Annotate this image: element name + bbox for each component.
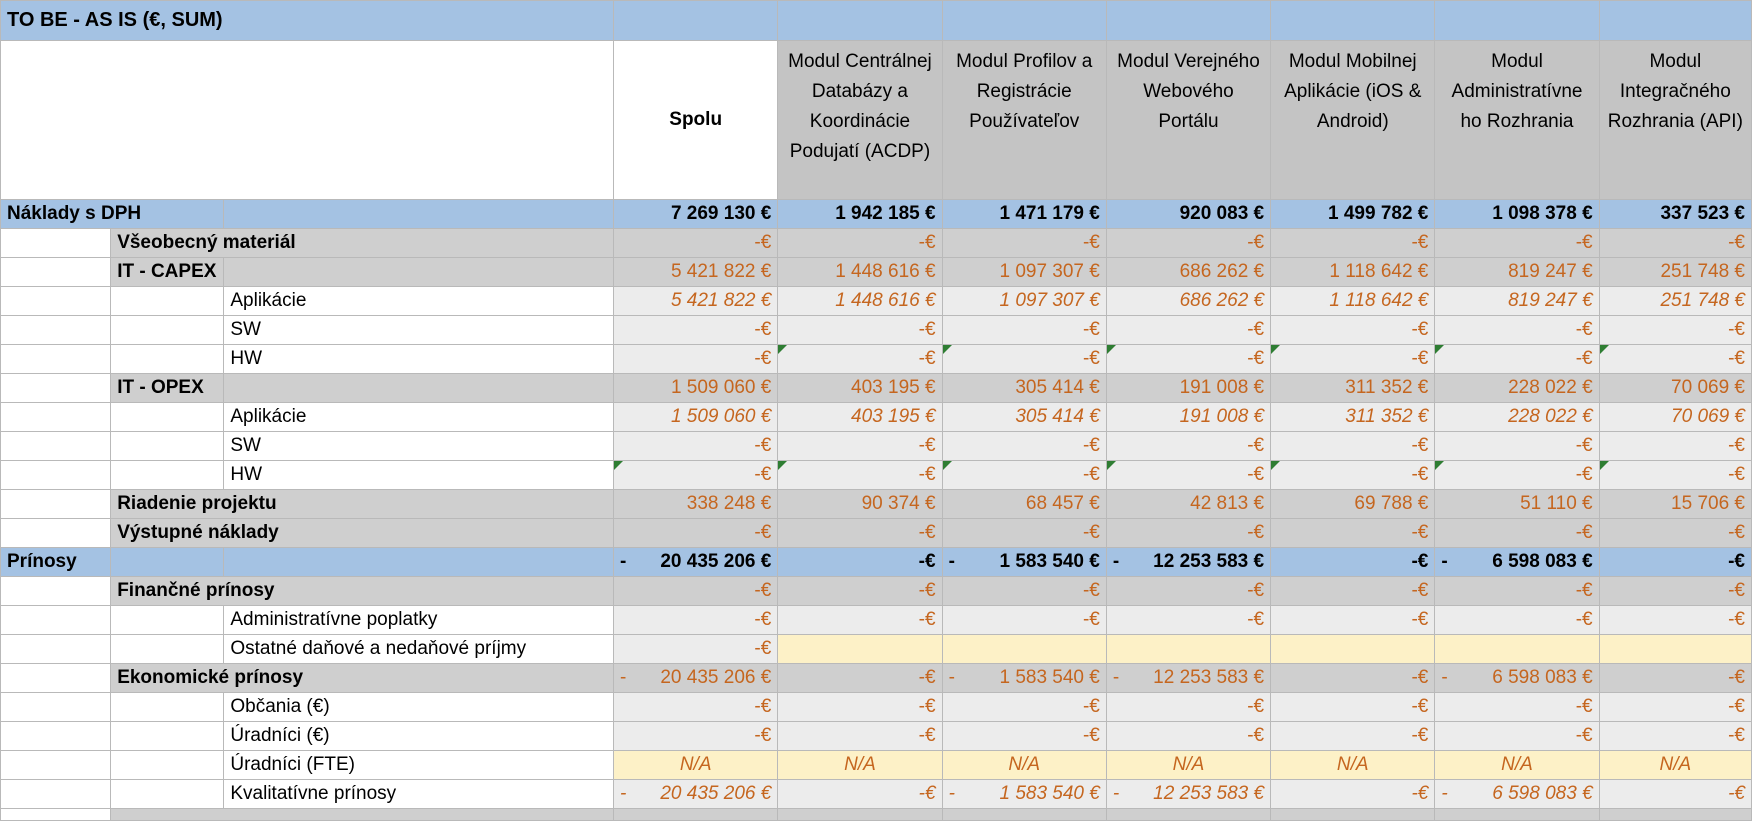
cell-value[interactable]: -€ <box>1271 577 1435 606</box>
cell-value[interactable]: -€ <box>778 345 942 374</box>
cell-value[interactable]: 68 457 € <box>942 490 1106 519</box>
cell-value[interactable] <box>942 635 1106 664</box>
row-label[interactable]: Prínosy <box>1 548 111 577</box>
cell-value[interactable]: -€ <box>942 229 1106 258</box>
cell-value[interactable]: 1 509 060 € <box>614 374 778 403</box>
row-ostatne <box>1 635 1752 664</box>
cell-value[interactable]: -€ <box>778 432 942 461</box>
header-module-2[interactable]: Modul Profilov a Registrácie Používateľov <box>942 41 1106 200</box>
cell-value[interactable]: -€ <box>1271 606 1435 635</box>
cell-value[interactable]: N/A <box>942 751 1106 780</box>
cell-value[interactable]: -€ <box>1106 229 1270 258</box>
cell-value[interactable]: -€ <box>942 519 1106 548</box>
cell-value[interactable]: -€ <box>778 606 942 635</box>
row-opex-sw <box>1 432 1752 461</box>
header-module-6[interactable]: Modul Integračného Rozhrania (API) <box>1599 41 1751 200</box>
row-label[interactable]: Riadenie projektu <box>111 490 614 519</box>
cell-value[interactable]: -€ <box>614 722 778 751</box>
cell-value[interactable]: 311 352 € <box>1271 374 1435 403</box>
cell-value[interactable]: -€ <box>778 664 942 693</box>
row-label[interactable]: Aplikácie <box>224 287 614 316</box>
sheet-title[interactable]: TO BE - AS IS (€, SUM) <box>1 1 614 41</box>
cell-value[interactable]: - 20 435 206 € <box>614 548 778 577</box>
cell-value[interactable]: -€ <box>1599 606 1751 635</box>
cell-value[interactable]: N/A <box>1106 751 1270 780</box>
cell-value[interactable]: -€ <box>1271 229 1435 258</box>
cell-value[interactable]: 1 118 642 € <box>1271 287 1435 316</box>
cell-value[interactable]: -€ <box>1599 461 1751 490</box>
row-label[interactable]: Ekonomické prínosy <box>111 664 614 693</box>
cell-value[interactable]: 403 195 € <box>778 403 942 432</box>
negative-sign: - <box>948 783 955 804</box>
cell-value[interactable] <box>1271 635 1435 664</box>
row-riadenie <box>1 490 1752 519</box>
cell-value[interactable]: -€ <box>1599 722 1751 751</box>
header-module-5[interactable]: Modul Administratívne ho Rozhrania <box>1435 41 1599 200</box>
row-uradnici-eur <box>1 722 1752 751</box>
cell-value[interactable]: -€ <box>1435 606 1599 635</box>
cell-value[interactable]: 1 097 307 € <box>942 258 1106 287</box>
cell-value[interactable]: -€ <box>1435 461 1599 490</box>
negative-sign: - <box>620 551 627 572</box>
cell-value[interactable]: -€ <box>1599 664 1751 693</box>
cell-value[interactable]: - 6 598 083 € <box>1435 548 1599 577</box>
row-label[interactable]: IT - CAPEX <box>111 258 224 287</box>
cell-value[interactable]: 1 098 378 € <box>1435 200 1599 229</box>
cell-value[interactable]: -€ <box>1271 345 1435 374</box>
cell-value[interactable]: -€ <box>1599 316 1751 345</box>
cell-value[interactable]: -€ <box>778 316 942 345</box>
cell-value[interactable]: -€ <box>778 229 942 258</box>
cell-value[interactable]: 51 110 € <box>1435 490 1599 519</box>
row-prinosy <box>1 548 1752 577</box>
cell-value[interactable]: 251 748 € <box>1599 287 1751 316</box>
cell-value[interactable] <box>1435 635 1599 664</box>
cell-value[interactable]: - 12 253 583 € <box>1106 664 1270 693</box>
cell-value[interactable] <box>1106 635 1270 664</box>
cell-value[interactable]: 819 247 € <box>1435 287 1599 316</box>
cell-value[interactable]: -€ <box>614 693 778 722</box>
cell-value[interactable]: 1 942 185 € <box>778 200 942 229</box>
cell-value[interactable]: -€ <box>1271 693 1435 722</box>
header-module-3[interactable]: Modul Verejného Webového Portálu <box>1106 41 1270 200</box>
row-naklady <box>1 200 1752 229</box>
cell-value[interactable]: -€ <box>1599 519 1751 548</box>
negative-sign: - <box>1112 783 1120 804</box>
header-module-1[interactable]: Modul Centrálnej Databázy a Koordinácie Podujatí (ACDP) <box>778 41 942 200</box>
cell-value[interactable]: -€ <box>778 722 942 751</box>
row-label[interactable]: Náklady s DPH <box>1 200 224 229</box>
cell-value[interactable]: N/A <box>1271 751 1435 780</box>
row-capex-hw <box>1 345 1752 374</box>
cell-value[interactable]: -€ <box>1106 316 1270 345</box>
cell-value[interactable]: - 1 583 540 € <box>942 780 1106 809</box>
cell-value[interactable]: 1 448 616 € <box>778 287 942 316</box>
cell-value[interactable]: -€ <box>1599 693 1751 722</box>
cell-value[interactable]: -€ <box>614 461 778 490</box>
cell-value[interactable]: 1 097 307 € <box>942 287 1106 316</box>
cell-value[interactable]: -€ <box>1106 693 1270 722</box>
cell-value[interactable]: 191 008 € <box>1106 403 1270 432</box>
cell-value[interactable]: -€ <box>942 722 1106 751</box>
cell-value[interactable]: 70 069 € <box>1599 403 1751 432</box>
negative-sign: - <box>620 667 627 688</box>
cell-value[interactable]: -€ <box>614 316 778 345</box>
cell-value[interactable]: -€ <box>614 432 778 461</box>
row-label[interactable]: Aplikácie <box>224 403 614 432</box>
cell-value[interactable]: - 20 435 206 € <box>614 780 778 809</box>
row-admin-poplatky <box>1 606 1752 635</box>
row-label[interactable]: Občania (€) <box>224 693 614 722</box>
row-kvalitativne <box>1 780 1752 809</box>
row-label[interactable]: Ostatné daňové a nedaňové príjmy <box>224 635 614 664</box>
cell-value[interactable]: 191 008 € <box>1106 374 1270 403</box>
cell-value[interactable]: -€ <box>1599 345 1751 374</box>
cell-value[interactable]: -€ <box>614 345 778 374</box>
cell-value[interactable]: -€ <box>942 345 1106 374</box>
cell-value[interactable]: 686 262 € <box>1106 287 1270 316</box>
cell-value[interactable]: -€ <box>1271 316 1435 345</box>
cell-value[interactable] <box>1599 635 1751 664</box>
cell-value[interactable]: 305 414 € <box>942 374 1106 403</box>
cell-value[interactable]: -€ <box>614 519 778 548</box>
row-label[interactable]: SW <box>224 316 614 345</box>
cell-value[interactable]: 15 706 € <box>1599 490 1751 519</box>
cell-value[interactable]: -€ <box>1435 345 1599 374</box>
row-label[interactable]: HW <box>224 345 614 374</box>
row-label[interactable]: IT - OPEX <box>111 374 224 403</box>
cell-value[interactable]: -€ <box>614 635 778 664</box>
negative-sign: - <box>1441 551 1448 572</box>
row-label[interactable]: Administratívne poplatky <box>224 606 614 635</box>
cell-value[interactable]: 90 374 € <box>778 490 942 519</box>
cell-value[interactable]: N/A <box>614 751 778 780</box>
cell-value[interactable]: 1 118 642 € <box>1271 258 1435 287</box>
cell-value[interactable]: N/A <box>778 751 942 780</box>
cell-value[interactable]: 228 022 € <box>1435 403 1599 432</box>
row-label[interactable]: HW <box>224 461 614 490</box>
cell-value[interactable]: -€ <box>942 432 1106 461</box>
row-obcania <box>1 693 1752 722</box>
cell-value[interactable]: -€ <box>614 606 778 635</box>
row-financne <box>1 577 1752 606</box>
cell-value[interactable]: -€ <box>1271 780 1435 809</box>
cell-value[interactable]: -€ <box>1106 606 1270 635</box>
cell-value[interactable]: -€ <box>1106 722 1270 751</box>
negative-sign: - <box>948 551 955 572</box>
cell-value[interactable]: 228 022 € <box>1435 374 1599 403</box>
cell-value[interactable]: - 12 253 583 € <box>1106 780 1270 809</box>
cell-value[interactable]: 819 247 € <box>1435 258 1599 287</box>
cell-value[interactable]: 686 262 € <box>1106 258 1270 287</box>
cell-value[interactable]: -€ <box>1435 693 1599 722</box>
negative-sign: - <box>620 783 627 804</box>
row-capex-sw <box>1 316 1752 345</box>
row-vseobecny <box>1 229 1752 258</box>
row-label[interactable]: Úradníci (€) <box>224 722 614 751</box>
cell-value[interactable]: -€ <box>1271 432 1435 461</box>
cell-value[interactable] <box>778 635 942 664</box>
cell-value[interactable]: 1 471 179 € <box>942 200 1106 229</box>
row-label[interactable]: Finančné prínosy <box>111 577 614 606</box>
negative-sign: - <box>1112 667 1120 688</box>
row-capex <box>1 258 1752 287</box>
row-vystupne <box>1 519 1752 548</box>
row-opex-hw <box>1 461 1752 490</box>
cell-value[interactable]: -€ <box>1271 519 1435 548</box>
cell-value[interactable]: -€ <box>942 693 1106 722</box>
negative-sign: - <box>1441 667 1448 688</box>
header-spolu[interactable]: Spolu <box>614 41 778 200</box>
cell-value[interactable]: -€ <box>614 577 778 606</box>
row-label[interactable]: Kvalitatívne prínosy <box>224 780 614 809</box>
row-label[interactable]: SW <box>224 432 614 461</box>
column-header-row <box>1 41 1752 200</box>
cell-value[interactable]: 311 352 € <box>1271 403 1435 432</box>
row-label[interactable]: Všeobecný materiál <box>111 229 614 258</box>
row-ekonomicke <box>1 664 1752 693</box>
cell-value[interactable]: 1 509 060 € <box>614 403 778 432</box>
cell-value[interactable]: -€ <box>1271 664 1435 693</box>
cell-value[interactable]: -€ <box>1271 461 1435 490</box>
row-opex-aplikacie <box>1 403 1752 432</box>
cell-value[interactable]: -€ <box>1271 548 1435 577</box>
cell-value[interactable]: 7 269 130 € <box>614 200 778 229</box>
cell-value[interactable]: -€ <box>778 780 942 809</box>
cell-value[interactable]: -€ <box>1435 432 1599 461</box>
cell-value[interactable]: -€ <box>942 461 1106 490</box>
cell-value[interactable]: -€ <box>1106 577 1270 606</box>
cell-value[interactable]: N/A <box>1435 751 1599 780</box>
cell-value[interactable]: 5 421 822 € <box>614 258 778 287</box>
cell-value[interactable]: - 12 253 583 € <box>1106 548 1270 577</box>
row-label[interactable]: Výstupné náklady <box>111 519 614 548</box>
cell-value[interactable]: 338 248 € <box>614 490 778 519</box>
cell-value[interactable]: -€ <box>942 577 1106 606</box>
cell-value[interactable]: - 6 598 083 € <box>1435 780 1599 809</box>
cell-value[interactable]: 42 813 € <box>1106 490 1270 519</box>
cell-value[interactable]: -€ <box>1435 229 1599 258</box>
cell-value[interactable]: -€ <box>778 548 942 577</box>
cell-value[interactable]: -€ <box>1271 722 1435 751</box>
row-partial <box>1 809 1752 821</box>
cell-value[interactable]: 251 748 € <box>1599 258 1751 287</box>
cell-value[interactable]: -€ <box>942 606 1106 635</box>
cell-value[interactable]: -€ <box>1599 577 1751 606</box>
cell-value[interactable]: -€ <box>1599 229 1751 258</box>
cell-value[interactable]: -€ <box>1106 461 1270 490</box>
cell-value[interactable]: - 1 583 540 € <box>942 664 1106 693</box>
negative-sign: - <box>948 667 955 688</box>
cell-value[interactable]: 1 448 616 € <box>778 258 942 287</box>
cell-value[interactable]: N/A <box>1599 751 1751 780</box>
cell-value[interactable]: -€ <box>1599 432 1751 461</box>
cell-value[interactable]: - 6 598 083 € <box>1435 664 1599 693</box>
cell-value[interactable]: -€ <box>778 519 942 548</box>
cell-value[interactable]: 337 523 € <box>1599 200 1751 229</box>
cell-value[interactable]: 920 083 € <box>1106 200 1270 229</box>
cell-value[interactable]: 1 499 782 € <box>1271 200 1435 229</box>
cell-value[interactable]: -€ <box>1599 548 1751 577</box>
cell-value[interactable]: - 20 435 206 € <box>614 664 778 693</box>
cell-value[interactable]: 70 069 € <box>1599 374 1751 403</box>
cell-value[interactable]: 69 788 € <box>1271 490 1435 519</box>
cell-value[interactable]: -€ <box>614 229 778 258</box>
cell-value[interactable]: 305 414 € <box>942 403 1106 432</box>
cell-value[interactable]: 5 421 822 € <box>614 287 778 316</box>
cell-value[interactable]: -€ <box>1599 780 1751 809</box>
cell-value[interactable]: -€ <box>1435 519 1599 548</box>
cell-value[interactable]: -€ <box>1435 316 1599 345</box>
title-row <box>1 1 1752 41</box>
cell-value[interactable]: -€ <box>1435 577 1599 606</box>
cell-value[interactable]: 403 195 € <box>778 374 942 403</box>
negative-sign: - <box>1441 783 1448 804</box>
negative-sign: - <box>1112 551 1120 572</box>
header-module-4[interactable]: Modul Mobilnej Aplikácie (iOS & Android) <box>1271 41 1435 200</box>
row-label[interactable]: Úradníci (FTE) <box>224 751 614 780</box>
cell-value[interactable]: -€ <box>1106 432 1270 461</box>
cell-value[interactable]: - 1 583 540 € <box>942 548 1106 577</box>
cell-value[interactable]: -€ <box>942 316 1106 345</box>
row-opex <box>1 374 1752 403</box>
cell-value[interactable]: -€ <box>778 577 942 606</box>
cell-value[interactable]: -€ <box>1106 345 1270 374</box>
cell-value[interactable]: -€ <box>778 461 942 490</box>
row-capex-aplikacie <box>1 287 1752 316</box>
row-uradnici-fte <box>1 751 1752 780</box>
cell-value[interactable]: -€ <box>778 693 942 722</box>
cell-value[interactable]: -€ <box>1106 519 1270 548</box>
cell-value[interactable]: -€ <box>1435 722 1599 751</box>
